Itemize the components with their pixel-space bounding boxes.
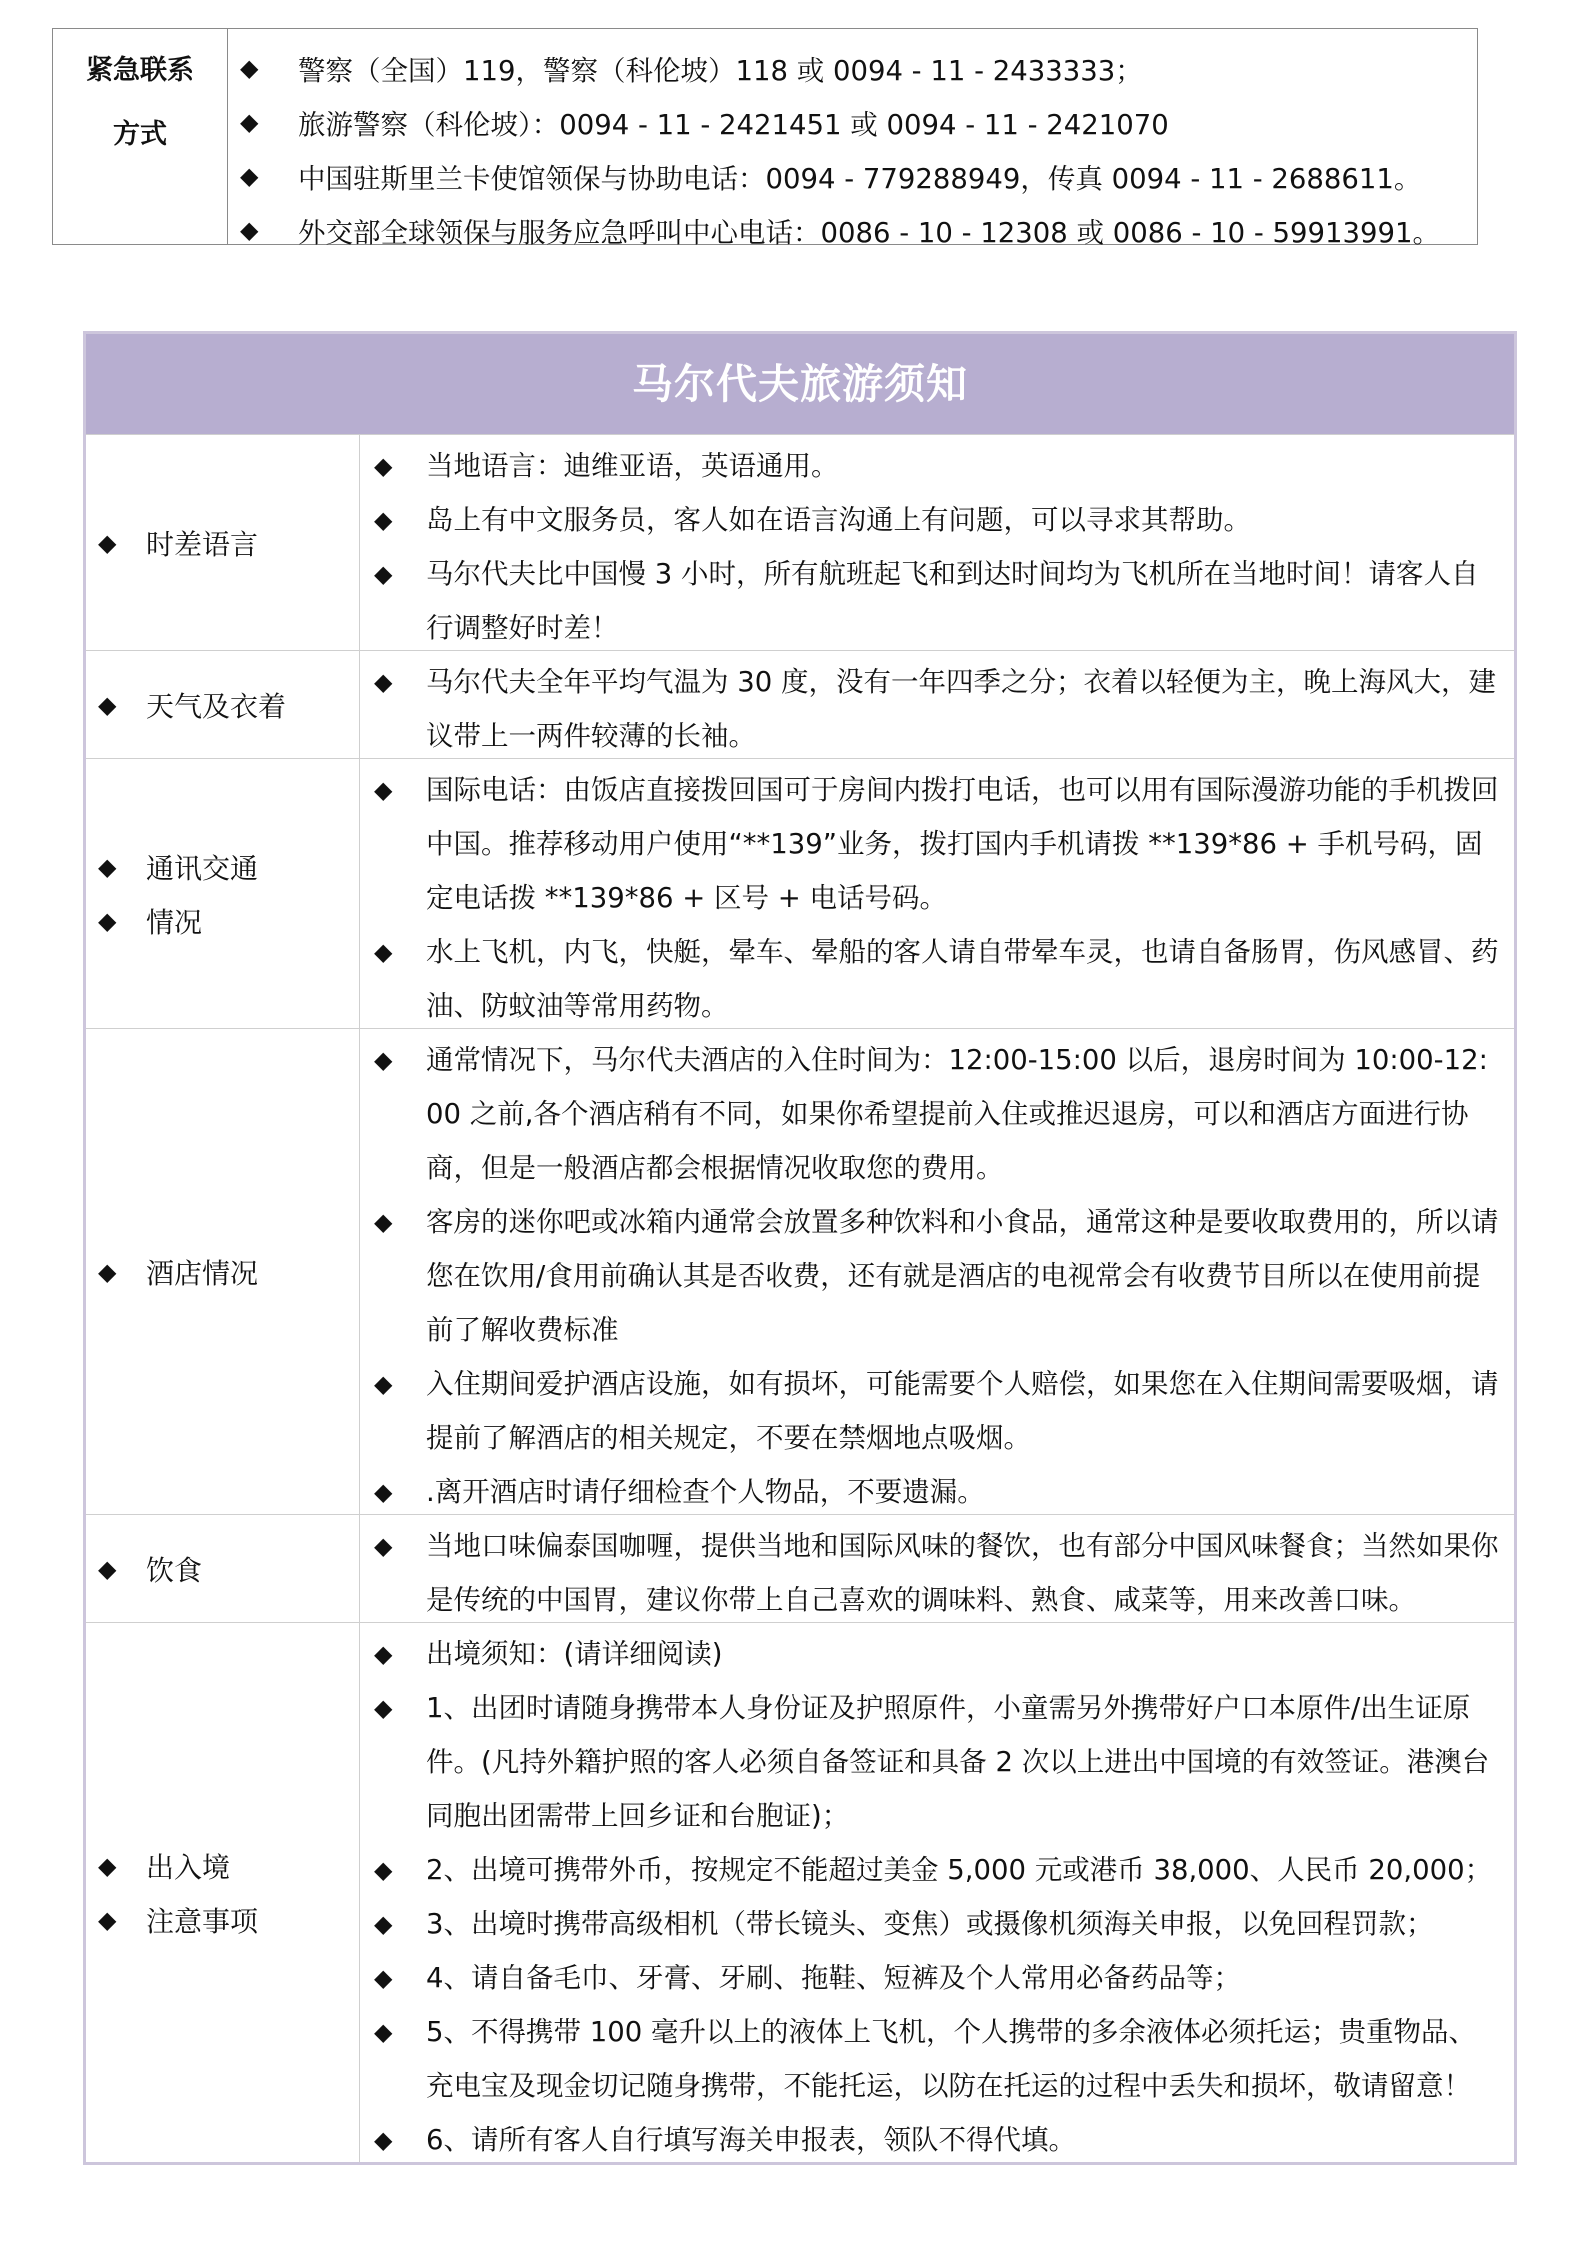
diamond-bullet-icon: ◆	[374, 668, 393, 696]
section-content	[360, 759, 1514, 1028]
section-label-cell	[86, 651, 360, 758]
list-item-text: 5、不得携带 100 毫升以上的液体上飞机，个人携带的多余液体必须托运；贵重物品、充电宝及现金切记随身携带，不能托运，以防在托运的过程中丢失和损坏，敬请留意！	[426, 2016, 1476, 2102]
diamond-bullet-icon: ◆	[374, 1910, 393, 1938]
guide-section-entry-exit	[86, 1622, 1514, 2162]
list-item	[374, 1681, 1500, 1843]
emergency-label-line1: 紧急联系	[86, 55, 194, 86]
section-content	[360, 1515, 1514, 1622]
section-label-text: 情况	[146, 905, 203, 939]
diamond-bullet-icon: ◆	[374, 1964, 393, 1992]
section-label-text: 酒店情况	[146, 1256, 259, 1290]
diamond-bullet-icon: ◆	[240, 216, 259, 244]
list-item-text: 3、出境时携带高级相机（带长镜头、变焦）或摄像机须海关申报，以免回程罚款；	[426, 1908, 1434, 1940]
diamond-bullet-icon: ◆	[98, 1851, 117, 1880]
emergency-item-text: 旅游警察（科伦坡）：0094 - 11 - 2421451 或 0094 - 11 - 2421070	[298, 109, 1169, 141]
list-item-text: 当地语言：迪维亚语，英语通用。	[426, 450, 839, 482]
guide-section-time-language	[86, 434, 1514, 650]
list-item	[374, 493, 1500, 547]
diamond-bullet-icon: ◆	[374, 1856, 393, 1884]
section-label	[86, 678, 359, 732]
list-item-text: 水上飞机，内飞，快艇，晕车、晕船的客人请自带晕车灵，也请自备肠胃，伤风感冒、药油、防蚊油等常用药物。	[426, 936, 1499, 1022]
section-label-text: 饮食	[146, 1553, 203, 1587]
list-item	[374, 1465, 1500, 1519]
emergency-item	[228, 41, 1477, 95]
emergency-item-text: 中国驻斯里兰卡使馆领保与协助电话：0094 - 779288949，传真 0094 - 11 - 2688611。	[298, 163, 1422, 195]
section-label	[86, 1839, 359, 1893]
list-item	[374, 1357, 1500, 1465]
list-item	[374, 1951, 1500, 2005]
section-label-text: 通讯交通	[146, 851, 259, 885]
list-item	[374, 1519, 1500, 1627]
section-content	[360, 1029, 1514, 1514]
list-item-text: 6、请所有客人自行填写海关申报表，领队不得代填。	[426, 2124, 1076, 2156]
list-item	[374, 439, 1500, 493]
list-item	[374, 1033, 1500, 1195]
list-item	[374, 763, 1500, 925]
section-label-cell	[86, 759, 360, 1028]
section-label	[86, 1542, 359, 1596]
list-item-text: 出境须知：(请详细阅读)	[426, 1638, 723, 1670]
diamond-bullet-icon: ◆	[374, 2126, 393, 2154]
diamond-bullet-icon: ◆	[374, 1370, 393, 1398]
section-label-text: 注意事项	[146, 1904, 259, 1938]
section-label	[86, 1893, 359, 1947]
diamond-bullet-icon: ◆	[374, 452, 393, 480]
diamond-bullet-icon: ◆	[98, 906, 117, 935]
section-content	[360, 651, 1514, 758]
list-item-text: .离开酒店时请仔细检查个人物品，不要遗漏。	[426, 1476, 985, 1508]
section-content	[360, 1623, 1514, 2162]
section-label-cell	[86, 1029, 360, 1514]
list-item-text: 马尔代夫比中国慢 3 小时，所有航班起飞和到达时间均为飞机所在当地时间！请客人自行调整好时差！	[426, 558, 1479, 644]
diamond-bullet-icon: ◆	[374, 1046, 393, 1074]
diamond-bullet-icon: ◆	[374, 1694, 393, 1722]
diamond-bullet-icon: ◆	[374, 1478, 393, 1506]
emergency-label	[53, 29, 228, 244]
diamond-bullet-icon: ◆	[374, 560, 393, 588]
diamond-bullet-icon: ◆	[240, 108, 259, 136]
list-item-text: 1、出团时请随身携带本人身份证及护照原件，小童需另外携带好户口本原件/出生证原件。(凡持外籍护照的客人必须自备签证和具备 2 次以上进出中国境的有效签证。港澳台同胞出团需带上回乡证和台胞证)；	[426, 1692, 1490, 1832]
section-label	[86, 1245, 359, 1299]
list-item-text: 国际电话：由饭店直接拨回国可于房间内拨打电话，也可以用有国际漫游功能的手机拨回中国。推荐移动用户使用“**139”业务，拨打国内手机请拨 **139*86 + 手机号码，固定电话拨 **139*86 + 区号 + 电话号码。	[426, 774, 1499, 914]
guide-section-communication-transport	[86, 758, 1514, 1028]
emergency-item	[228, 95, 1477, 149]
section-label-cell	[86, 1623, 360, 2162]
diamond-bullet-icon: ◆	[98, 690, 117, 719]
list-item-text: 马尔代夫全年平均气温为 30 度，没有一年四季之分；衣着以轻便为主，晚上海风大，建议带上一两件较薄的长袖。	[426, 666, 1496, 752]
section-label-text: 出入境	[146, 1850, 231, 1884]
maldives-guide-table	[83, 331, 1517, 2165]
list-item	[374, 1897, 1500, 1951]
diamond-bullet-icon: ◆	[98, 1257, 117, 1286]
diamond-bullet-icon: ◆	[374, 776, 393, 804]
emergency-list	[228, 29, 1477, 249]
diamond-bullet-icon: ◆	[98, 852, 117, 881]
section-content	[360, 435, 1514, 650]
list-item-text: 4、请自备毛巾、牙膏、牙刷、拖鞋、短裤及个人常用必备药品等；	[426, 1962, 1241, 1994]
section-label-text: 时差语言	[146, 527, 259, 561]
section-label	[86, 516, 359, 570]
list-item	[374, 1627, 1500, 1681]
section-label-text: 天气及衣着	[146, 689, 287, 723]
list-item	[374, 2005, 1500, 2113]
guide-section-weather-clothing	[86, 650, 1514, 758]
guide-section-hotel	[86, 1028, 1514, 1514]
emergency-item	[228, 203, 1477, 257]
diamond-bullet-icon: ◆	[98, 1905, 117, 1934]
emergency-label-line2: 方式	[113, 119, 167, 150]
list-item-text: 入住期间爱护酒店设施，如有损坏，可能需要个人赔偿，如果您在入住期间需要吸烟，请提前了解酒店的相关规定，不要在禁烟地点吸烟。	[426, 1368, 1499, 1454]
list-item-text: 岛上有中文服务员，客人如在语言沟通上有问题，可以寻求其帮助。	[426, 504, 1251, 536]
emergency-contact-table	[52, 28, 1478, 249]
list-item	[374, 925, 1500, 1033]
list-item-text: 通常情况下，马尔代夫酒店的入住时间为：12:00-15:00 以后，退房时间为 10:00-12:00 之前,各个酒店稍有不同，如果你希望提前入住或推迟退房，可以和酒店方面进行协商，但是一般酒店都会根据情况收取您的费用。	[426, 1044, 1488, 1184]
list-item-text: 当地口味偏泰国咖喱，提供当地和国际风味的餐饮，也有部分中国风味餐食；当然如果你是传统的中国胃，建议你带上自己喜欢的调味料、熟食、咸菜等，用来改善口味。	[426, 1530, 1499, 1616]
diamond-bullet-icon: ◆	[374, 1640, 393, 1668]
emergency-item-text: 警察（全国）119，警察（科伦坡）118 或 0094 - 11 - 2433333；	[298, 55, 1143, 87]
diamond-bullet-icon: ◆	[240, 54, 259, 82]
diamond-bullet-icon: ◆	[374, 1208, 393, 1236]
diamond-bullet-icon: ◆	[374, 2018, 393, 2046]
diamond-bullet-icon: ◆	[98, 1554, 117, 1583]
diamond-bullet-icon: ◆	[98, 528, 117, 557]
emergency-item-text: 外交部全球领保与服务应急呼叫中心电话：0086 - 10 - 12308 或 0086 - 10 - 59913991。	[298, 217, 1441, 249]
guide-section-food	[86, 1514, 1514, 1622]
diamond-bullet-icon: ◆	[374, 506, 393, 534]
list-item-text: 2、出境可携带外币，按规定不能超过美金 5,000 元或港币 38,000、人民币 20,000；	[426, 1854, 1493, 1886]
list-item	[374, 655, 1500, 763]
diamond-bullet-icon: ◆	[374, 1532, 393, 1560]
diamond-bullet-icon: ◆	[240, 162, 259, 190]
section-label-cell	[86, 1515, 360, 1622]
list-item	[374, 547, 1500, 655]
list-item	[374, 1843, 1500, 1897]
section-label	[86, 840, 359, 894]
list-item	[374, 1195, 1500, 1357]
section-label-cell	[86, 435, 360, 650]
diamond-bullet-icon: ◆	[374, 938, 393, 966]
section-label	[86, 894, 359, 948]
emergency-item	[228, 149, 1477, 203]
guide-title: 马尔代夫旅游须知	[86, 334, 1514, 434]
list-item-text: 客房的迷你吧或冰箱内通常会放置多种饮料和小食品，通常这种是要收取费用的，所以请您在饮用/食用前确认其是否收费，还有就是酒店的电视常会有收费节目所以在使用前提前了解收费标准	[426, 1206, 1499, 1346]
list-item	[374, 2113, 1500, 2167]
